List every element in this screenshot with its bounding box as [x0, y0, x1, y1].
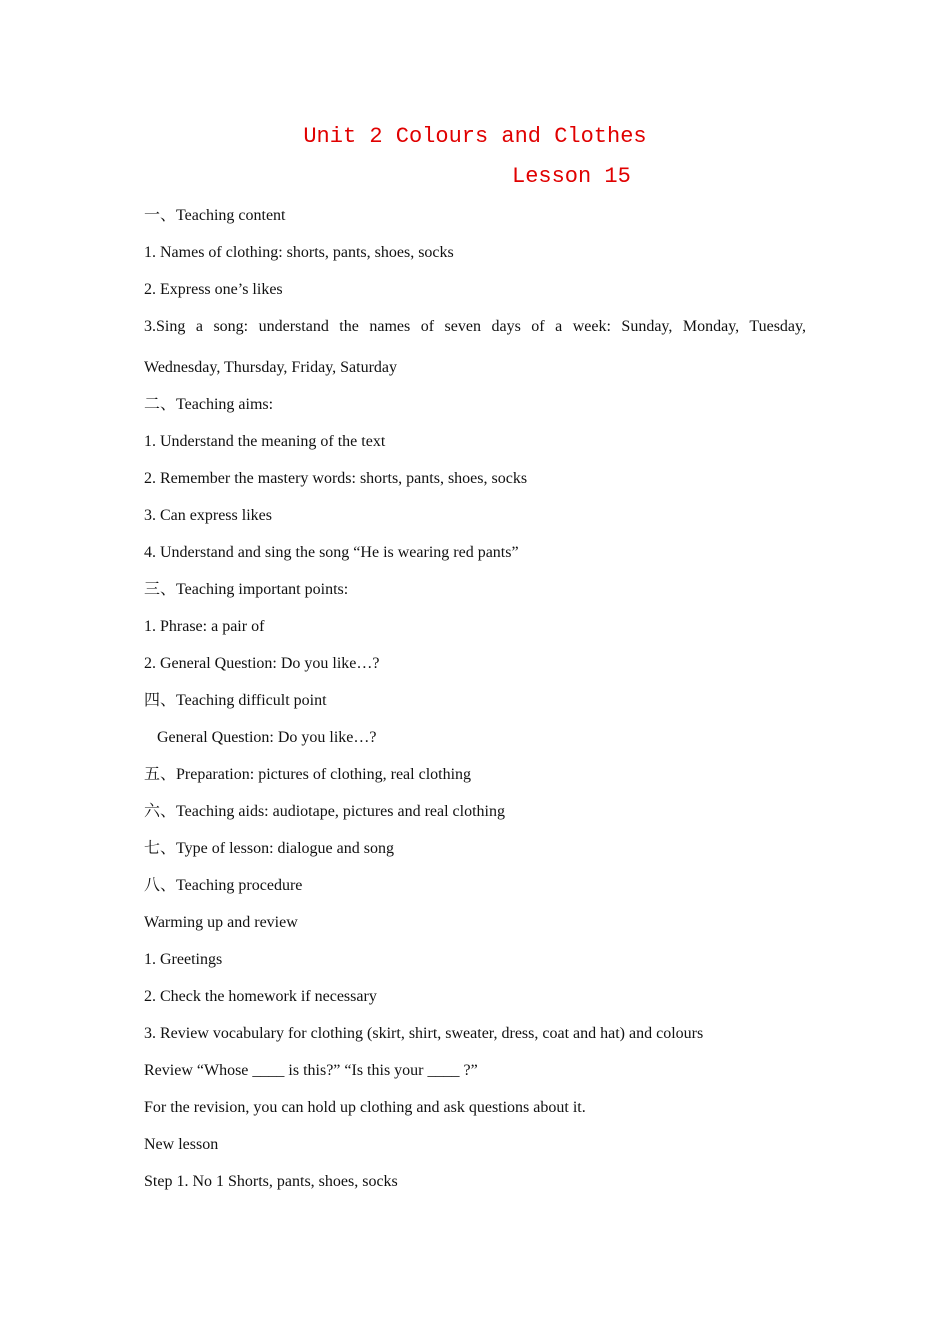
- list-item: 2. Express one’s likes: [144, 281, 283, 298]
- list-item: 3. Can express likes: [144, 507, 272, 524]
- section-heading-content: 一、Teaching content: [144, 207, 286, 224]
- list-item: 3. Review vocabulary for clothing (skirt, shirt, sweater, dress, coat and hat) and colours: [144, 1025, 704, 1042]
- list-item: 1. Understand the meaning of the text: [144, 433, 386, 450]
- text-line: For the revision, you can hold up clothing and ask questions about it.: [144, 1099, 586, 1116]
- document-title: Unit 2 Colours and Clothes: [303, 124, 647, 149]
- list-item: 4. Understand and sing the song “He is wearing red pants”: [144, 544, 519, 561]
- list-item: 1. Phrase: a pair of: [144, 618, 265, 635]
- lesson-subtitle: Lesson 15: [512, 164, 631, 189]
- section-heading-aids: 六、Teaching aids: audiotape, pictures and real clothing: [144, 803, 505, 820]
- list-item-continuation: Wednesday, Thursday, Friday, Saturday: [144, 359, 398, 376]
- step-heading: Step 1. No 1 Shorts, pants, shoes, socks: [144, 1173, 398, 1190]
- list-item: 1. Greetings: [144, 951, 223, 968]
- subheading-warming-up: Warming up and review: [144, 914, 298, 931]
- list-item: General Question: Do you like…?: [157, 729, 377, 746]
- list-item: 2. Remember the mastery words: shorts, pants, shoes, socks: [144, 470, 528, 487]
- section-heading-type: 七、Type of lesson: dialogue and song: [144, 840, 394, 857]
- list-item: 1. Names of clothing: shorts, pants, shoes, socks: [144, 244, 454, 261]
- section-heading-important-points: 三、Teaching important points:: [144, 581, 349, 598]
- section-heading-aims: 二、Teaching aims:: [144, 396, 274, 413]
- text-line: Review “Whose ____ is this?” “Is this your ____ ?”: [144, 1062, 478, 1079]
- list-item: 2. General Question: Do you like…?: [144, 655, 380, 672]
- list-item: 2. Check the homework if necessary: [144, 988, 377, 1005]
- section-heading-procedure: 八、Teaching procedure: [144, 877, 303, 894]
- subheading-new-lesson: New lesson: [144, 1136, 219, 1153]
- section-heading-preparation: 五、Preparation: pictures of clothing, real clothing: [144, 766, 472, 783]
- list-item: 3.Sing a song: understand the names of seven days of a week: Sunday, Monday, Tuesday,: [144, 318, 806, 335]
- section-heading-difficult-point: 四、Teaching difficult point: [144, 692, 327, 709]
